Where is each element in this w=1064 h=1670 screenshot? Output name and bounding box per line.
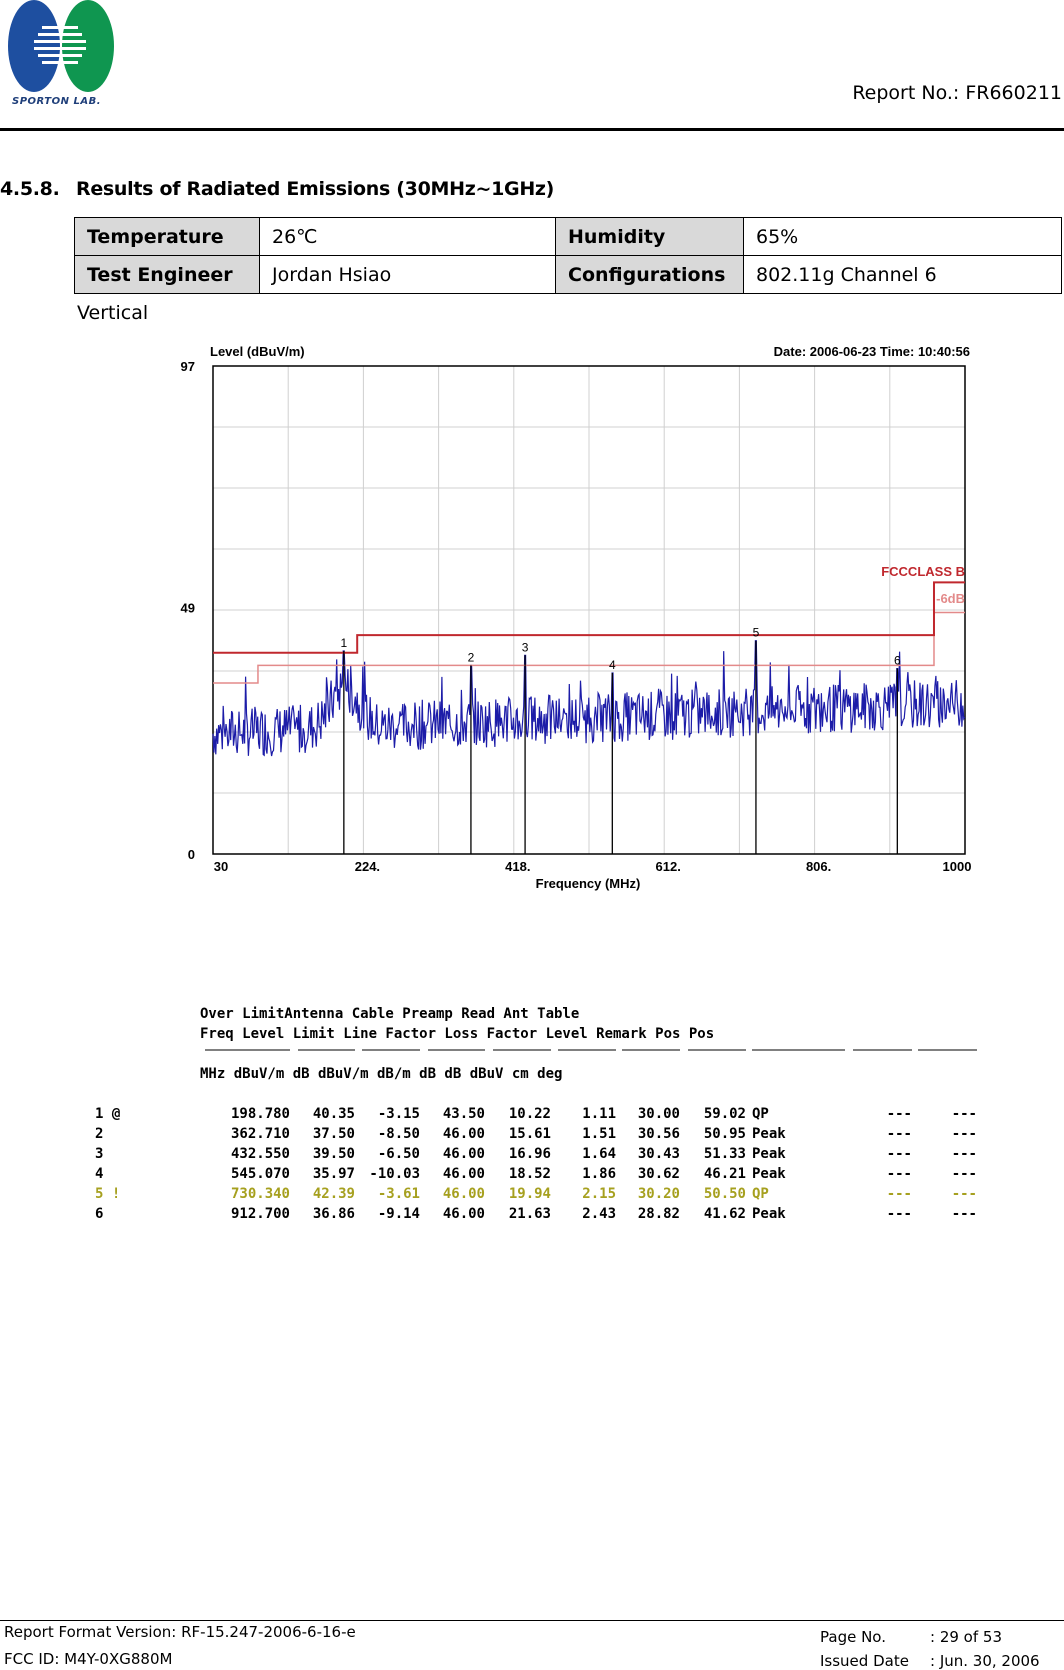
issued-label: Issued Date: [820, 1652, 909, 1670]
emissions-chart: [170, 340, 980, 900]
table-cell-tablepos: ---: [951, 1206, 977, 1222]
config-label: Configurations: [556, 256, 744, 294]
table-cell-read: 51.33: [703, 1146, 746, 1162]
table-cell-preamp: 30.56: [637, 1126, 680, 1142]
table-cell-freq: 730.340: [230, 1186, 290, 1202]
table-cell-limit: 46.00: [442, 1146, 485, 1162]
table-cell-over: -3.15: [377, 1106, 420, 1122]
chart-date: Date: 2006-06-23 Time: 10:40:56: [773, 344, 970, 359]
table-cell-cable: 2.43: [582, 1206, 616, 1222]
table-cell-over: -8.50: [377, 1126, 420, 1142]
table-cell-level: 35.97: [312, 1166, 355, 1182]
y-tick-label: 0: [187, 847, 195, 862]
table-cell-over: -6.50: [377, 1146, 420, 1162]
table-cell-freq: 432.550: [230, 1146, 290, 1162]
y-tick-label: 97: [180, 359, 195, 374]
table-cell-antpos: ---: [886, 1166, 912, 1182]
format-version: Report Format Version: RF-15.247-2006-6-16-e: [4, 1623, 356, 1641]
table-cell-antpos: ---: [886, 1206, 912, 1222]
table-header-line: Over LimitAntenna Cable Preamp Read Ant Table: [200, 1006, 580, 1022]
table-cell-limit: 46.00: [442, 1166, 485, 1182]
table-cell-level: 39.50: [312, 1146, 355, 1162]
section-heading: Results of Radiated Emissions (30MHz~1GHz): [76, 178, 555, 200]
row-index: 1 @: [95, 1106, 121, 1122]
table-cell-cable: 1.86: [582, 1166, 616, 1182]
table-header-line: Freq Level Limit Line Factor Loss Factor Level Remark Pos Pos: [200, 1026, 715, 1042]
x-tick-label: 418.: [505, 859, 531, 874]
table-cell-antpos: ---: [886, 1146, 912, 1162]
table-cell-tablepos: ---: [951, 1146, 977, 1162]
table-cell-preamp: 30.62: [637, 1166, 680, 1182]
table-cell-limit: 46.00: [442, 1186, 485, 1202]
table-cell-remark: Peak: [752, 1166, 786, 1182]
table-cell-preamp: 30.20: [637, 1186, 680, 1202]
table-cell-ant: 18.52: [508, 1166, 551, 1182]
table-cell-antpos: ---: [886, 1106, 912, 1122]
header-rule: [0, 128, 1064, 131]
table-cell-remark: Peak: [752, 1126, 786, 1142]
table-cell-limit: 46.00: [442, 1206, 485, 1222]
table-cell-over: -10.03: [369, 1166, 420, 1182]
page-value: : 29 of 53: [930, 1628, 1002, 1646]
marker-label: 1: [340, 636, 348, 651]
table-cell-preamp: 30.00: [637, 1106, 680, 1122]
engineer-value: Jordan Hsiao: [260, 256, 556, 294]
table-cell-tablepos: ---: [951, 1126, 977, 1142]
config-value: 802.11g Channel 6: [744, 256, 1062, 294]
x-tick-label: 30: [213, 859, 229, 874]
table-cell-level: 36.86: [312, 1206, 355, 1222]
report-number: Report No.: FR660211: [852, 82, 1062, 104]
table-cell-preamp: 28.82: [637, 1206, 680, 1222]
table-cell-read: 41.62: [703, 1206, 746, 1222]
table-cell-limit: 46.00: [442, 1126, 485, 1142]
x-tick-label: 612.: [655, 859, 681, 874]
table-cell-read: 50.95: [703, 1126, 746, 1142]
table-cell-level: 37.50: [312, 1126, 355, 1142]
table-cell-over: -9.14: [377, 1206, 420, 1222]
table-cell-freq: 198.780: [230, 1106, 290, 1122]
marker-label: 4: [608, 658, 616, 673]
table-cell-ant: 16.96: [508, 1146, 551, 1162]
marker-label: 3: [521, 640, 529, 655]
table-cell-cable: 1.51: [582, 1126, 616, 1142]
table-cell-tablepos: ---: [951, 1166, 977, 1182]
fcc-id: FCC ID: M4Y-0XG880M: [4, 1650, 173, 1668]
table-cell-read: 46.21: [703, 1166, 746, 1182]
page-label: Page No.: [820, 1628, 886, 1646]
table-cell-tablepos: ---: [951, 1186, 977, 1202]
margin-label: -6dB: [936, 591, 965, 606]
table-cell-limit: 43.50: [442, 1106, 485, 1122]
marker-data-table: [0, 990, 1064, 1250]
engineer-label: Test Engineer: [75, 256, 260, 294]
table-cell-freq: 362.710: [230, 1126, 290, 1142]
temperature-value: 26℃: [260, 218, 556, 256]
table-cell-remark: Peak: [752, 1146, 786, 1162]
temperature-label: Temperature: [75, 218, 260, 256]
table-cell-tablepos: ---: [951, 1106, 977, 1122]
table-cell-remark: QP: [752, 1106, 769, 1122]
table-cell-remark: Peak: [752, 1206, 786, 1222]
table-cell-freq: 912.700: [230, 1206, 290, 1222]
polarization-label: Vertical: [77, 302, 149, 324]
table-row: [75, 256, 1062, 294]
row-index: 2: [95, 1126, 104, 1142]
table-cell-cable: 1.11: [582, 1106, 616, 1122]
table-cell-read: 59.02: [703, 1106, 746, 1122]
issued-value: : Jun. 30, 2006: [930, 1652, 1040, 1670]
table-cell-cable: 1.64: [582, 1146, 616, 1162]
marker-label: 6: [893, 653, 901, 668]
y-axis-label: Level (dBuV/m): [210, 344, 305, 359]
table-cell-ant: 21.63: [508, 1206, 551, 1222]
table-cell-antpos: ---: [886, 1186, 912, 1202]
section-number: 4.5.8.: [0, 178, 60, 200]
table-cell-freq: 545.070: [230, 1166, 290, 1182]
table-cell-level: 40.35: [312, 1106, 355, 1122]
row-index: 5 !: [95, 1186, 121, 1202]
table-cell-cable: 2.15: [582, 1186, 616, 1202]
x-tick-label: 806.: [805, 859, 832, 874]
row-index: 6: [95, 1206, 104, 1222]
row-index: 4: [95, 1166, 104, 1182]
marker-label: 2: [467, 650, 475, 665]
logo-text: SPORTON LAB.: [12, 96, 101, 107]
table-cell-over: -3.61: [377, 1186, 420, 1202]
table-cell-ant: 10.22: [508, 1106, 551, 1122]
humidity-value: 65%: [744, 218, 1062, 256]
table-row: [75, 218, 1062, 256]
footer-rule: [0, 1620, 1064, 1621]
table-cell-antpos: ---: [886, 1126, 912, 1142]
test-conditions-table: [74, 217, 1062, 294]
section-title: [0, 178, 554, 200]
y-tick-label: 49: [180, 600, 195, 616]
marker-label: 5: [752, 625, 760, 640]
table-cell-read: 50.50: [703, 1186, 746, 1202]
row-index: 3: [95, 1146, 104, 1162]
table-cell-level: 42.39: [312, 1186, 355, 1202]
humidity-label: Humidity: [556, 218, 744, 256]
limit-label: FCCCLASS B: [881, 564, 965, 579]
x-axis-label: Frequency (MHz): [535, 876, 641, 891]
table-units-line: MHz dBuV/m dB dBuV/m dB/m dB dB dBuV cm deg: [200, 1066, 563, 1082]
table-cell-ant: 15.61: [508, 1126, 551, 1142]
table-cell-remark: QP: [752, 1186, 769, 1202]
x-tick-label: 224.: [354, 859, 381, 874]
table-cell-ant: 19.94: [508, 1186, 551, 1202]
x-tick-label: 1000: [942, 859, 972, 874]
table-cell-preamp: 30.43: [637, 1146, 680, 1162]
